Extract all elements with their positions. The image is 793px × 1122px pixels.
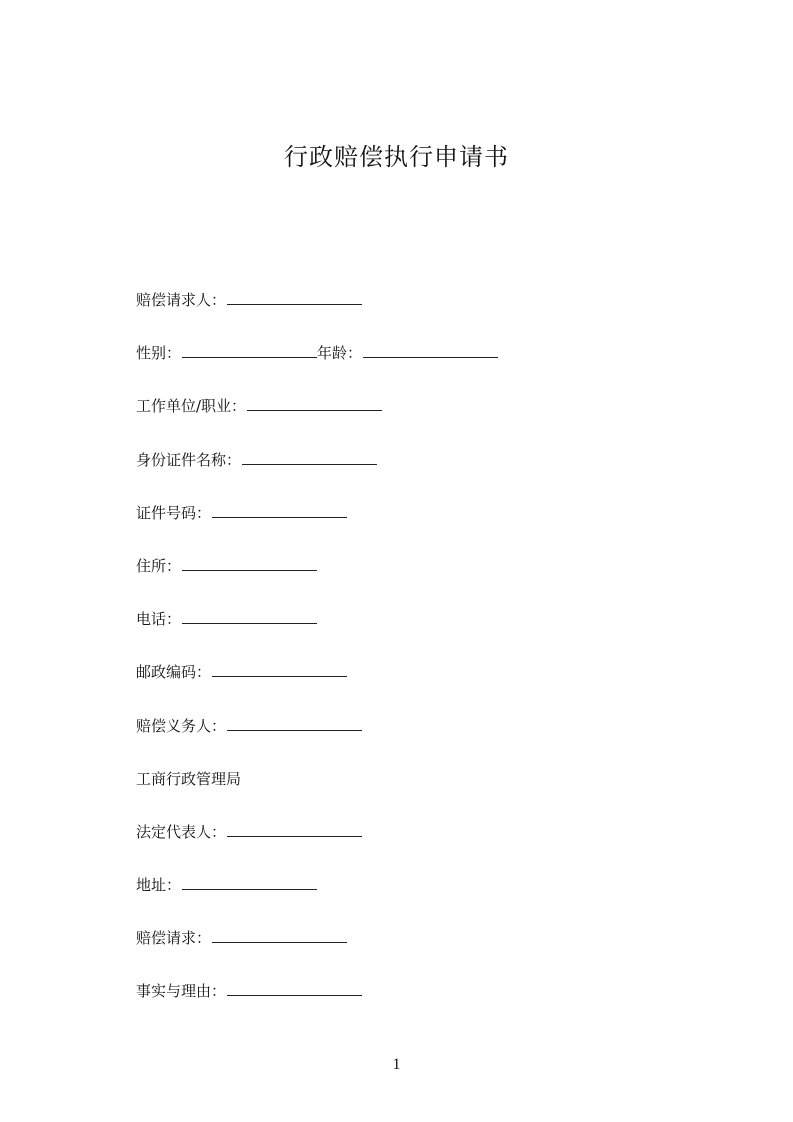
- id-number-row: [136, 500, 736, 553]
- gender-age-row: [136, 340, 736, 393]
- form-fields: [136, 287, 736, 1032]
- obligor-address-blank: [182, 873, 317, 890]
- phone-row: [136, 606, 736, 659]
- obligor-label: 赔偿义务人：: [136, 716, 227, 735]
- id-type-blank: [242, 448, 377, 465]
- legal-rep-row: [136, 819, 736, 872]
- claim-blank: [212, 926, 347, 943]
- page-number: 1: [392, 1056, 401, 1073]
- id-type-row: [136, 447, 736, 500]
- gender-blank: [182, 341, 317, 358]
- phone-label: 电话：: [136, 610, 182, 629]
- facts-row: [136, 978, 736, 1031]
- age-blank: [363, 341, 498, 358]
- employer-label: 工作单位/职业：: [136, 397, 247, 416]
- employer-blank: [247, 394, 382, 411]
- obligor-name-row: [136, 766, 736, 819]
- obligor-blank: [227, 714, 362, 731]
- obligor-address-label: 地址：: [136, 876, 182, 895]
- obligor-row: [136, 713, 736, 766]
- address-row: [136, 553, 736, 606]
- age-label: 年龄：: [317, 344, 363, 363]
- employer-row: [136, 393, 736, 446]
- claimant-label: 赔偿请求人：: [136, 291, 227, 309]
- address-blank: [182, 554, 317, 571]
- address-label: 住所：: [136, 556, 182, 575]
- id-type-label: 身份证件名称：: [136, 450, 242, 469]
- claimant-blank: [227, 288, 362, 305]
- facts-blank: [227, 979, 362, 996]
- postal-code-label: 邮政编码：: [136, 663, 212, 682]
- id-number-blank: [212, 501, 347, 518]
- claim-row: [136, 925, 736, 978]
- postal-code-row: [136, 659, 736, 712]
- legal-rep-blank: [227, 820, 362, 837]
- claimant-row: [136, 287, 736, 340]
- gender-label: 性别：: [136, 344, 182, 363]
- facts-label: 事实与理由：: [136, 982, 227, 1001]
- claim-label: 赔偿请求：: [136, 929, 212, 948]
- postal-code-blank: [212, 660, 347, 677]
- obligor-name: 工商行政管理局: [136, 769, 242, 788]
- phone-blank: [182, 607, 317, 624]
- legal-rep-label: 法定代表人：: [136, 822, 227, 841]
- id-number-label: 证件号码：: [136, 503, 212, 522]
- page-title: 行政赔偿执行申请书: [284, 143, 509, 171]
- obligor-address-row: [136, 872, 736, 925]
